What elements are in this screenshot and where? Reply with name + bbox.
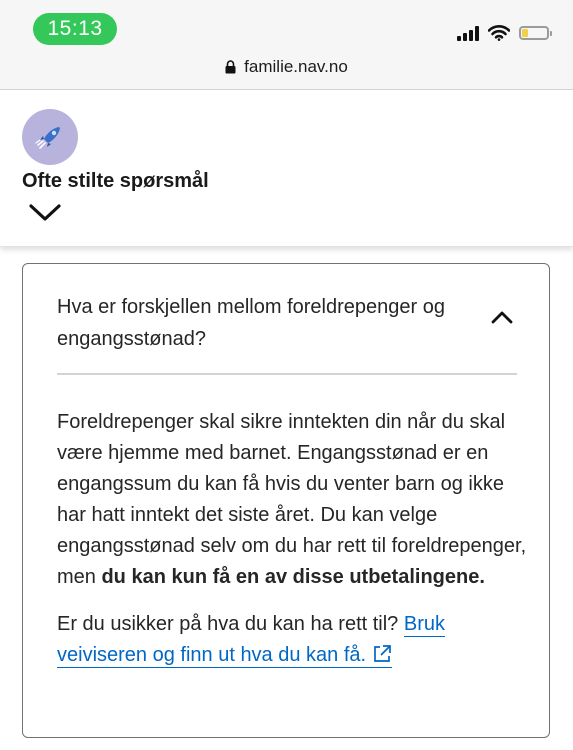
- browser-chrome: [0, 0, 573, 90]
- status-icons: [457, 22, 549, 44]
- followup-paragraph: [57, 609, 527, 671]
- faq-accordion-item: [22, 263, 550, 738]
- faq-answer: [57, 407, 527, 671]
- wifi-icon: [488, 25, 510, 41]
- divider: [57, 373, 517, 375]
- external-link-icon: [372, 644, 392, 664]
- status-time[interactable]: 15:13: [33, 13, 117, 45]
- answer-emphasis: du kan kun få en av disse utbetalingene.: [101, 566, 485, 588]
- address-url: familie.nav.no: [244, 57, 348, 76]
- address-bar[interactable]: [0, 54, 573, 80]
- battery-icon: [519, 26, 549, 40]
- answer-paragraph: [57, 407, 527, 593]
- faq-header: [0, 90, 573, 247]
- cellular-signal-icon: [457, 25, 479, 41]
- answer-text: Foreldrepenger skal sikre inntekten din når du skal være hjemme med barnet. Engangsstønad er en engangssum du kan få hvis du venter barn og ikke har hatt inntekt det siste året. Du kan velge engangsstønad selv om du har rett til foreldrepenger, men: [57, 411, 527, 588]
- faq-question[interactable]: Hva er forskjellen mellom foreldrepenger og engangsstønad?: [57, 296, 445, 350]
- rocket-icon: [32, 119, 68, 155]
- avatar: [22, 109, 78, 165]
- chevron-down-icon[interactable]: [28, 202, 62, 224]
- lock-icon: [225, 60, 236, 74]
- followup-text: Er du usikker på hva du kan ha rett til?: [57, 613, 404, 635]
- chevron-up-icon[interactable]: [490, 309, 514, 325]
- veiviser-link-label: Bruk veiviseren og finn ut hva du kan få.: [57, 613, 445, 666]
- faq-title: Ofte stilte spørsmål: [22, 170, 209, 192]
